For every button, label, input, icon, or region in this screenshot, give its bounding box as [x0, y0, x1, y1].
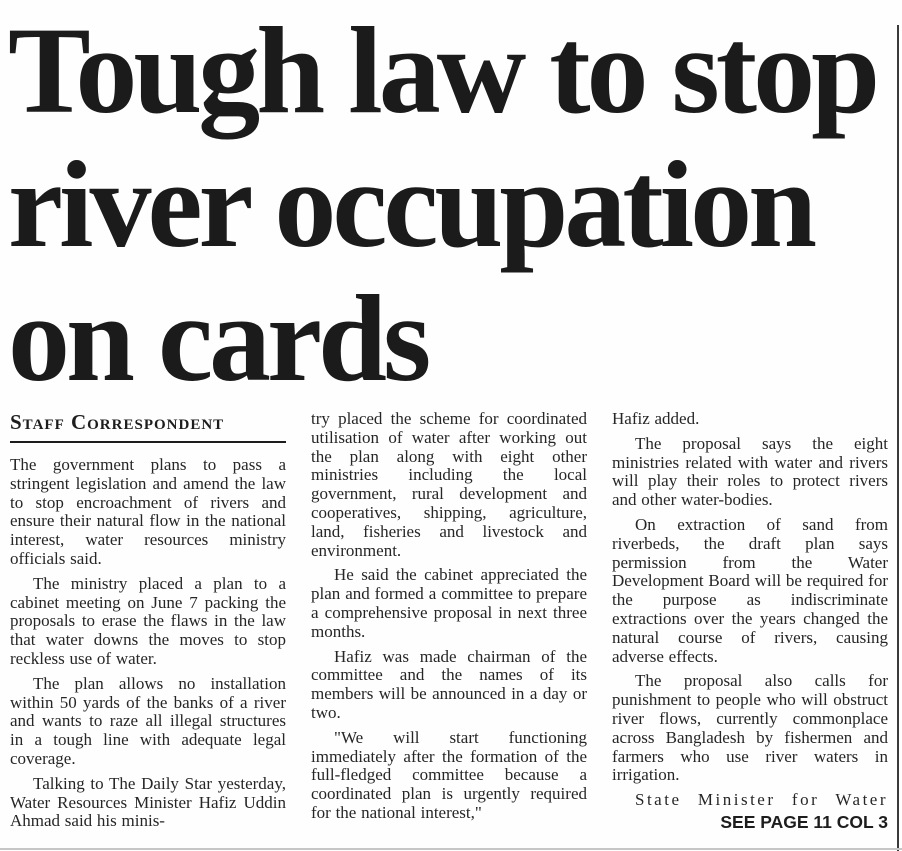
paragraph: He said the cabinet appreciated the plan and formed a committee to prepare a comprehensive proposal in next three months. — [311, 565, 587, 641]
paragraph: Hafiz was made chairman of the committee and the names of its members will be announced in a day or two. — [311, 646, 587, 722]
headline-line-2: river occupation — [8, 136, 814, 273]
paragraph: The ministry placed a plan to a cabinet meeting on June 7 packing the proposals to erase the flaws in the law that water downs the moves to stop reckless use of water. — [10, 573, 286, 668]
paragraph: "We will start functioning immediately after the formation of the full-fledged committee because a coordinated plan is urgently required for the national interest," — [311, 727, 587, 822]
headline-line-3: on cards — [8, 270, 428, 407]
byline-rule — [10, 441, 286, 443]
byline: Staff Correspondent — [10, 410, 225, 434]
paragraph: The plan allows no installation within 50 yards of the banks of a river and wants to raze all illegal structures in a tough line with adequate legal coverage. — [10, 673, 286, 768]
paragraph: The proposal also calls for punishment to people who will obstruct river flows, currently commonplace across Bangladesh by fishermen and farmers who use river waters in irrigation. — [612, 671, 888, 785]
bottom-scan-rule — [0, 848, 902, 850]
paragraph: On extraction of sand from riverbeds, the draft plan says permission from the Water Development Board will be required for the purpose as indiscriminate extractions over the years changed the natural course of rivers, causing adverse effects. — [612, 514, 888, 666]
column-3 — [612, 410, 888, 837]
paragraph: The proposal says the eight ministries related with water and rivers will play their roles to protect rivers and other water-bodies. — [612, 433, 888, 510]
paragraph: try placed the scheme for coordinated utilisation of water after working out the plan along with eight other ministries including the local government, rural development and cooperatives, shipping, agriculture, land, fisheries and livestock and environment. — [311, 409, 587, 560]
paragraph: The government plans to pass a stringent legislation and amend the law to stop encroachment of rivers and ensure their natural flow in the national interest, water resources ministry officials said. — [10, 455, 286, 568]
article-headline — [8, 0, 876, 406]
headline-line-1: Tough law to stop — [8, 2, 877, 139]
paragraph: Talking to The Daily Star yesterday, Water Resources Minister Hafiz Uddin Ahmad said his minis- — [10, 773, 286, 831]
column-2 — [311, 410, 587, 837]
column-1 — [10, 410, 286, 837]
paragraph: Hafiz added. — [612, 409, 700, 428]
page-right-edge-rule — [897, 25, 899, 851]
continuation-line: State Minister for Water — [635, 790, 888, 810]
article-body — [10, 410, 888, 837]
see-page-note: SEE PAGE 11 COL 3 — [720, 811, 888, 832]
